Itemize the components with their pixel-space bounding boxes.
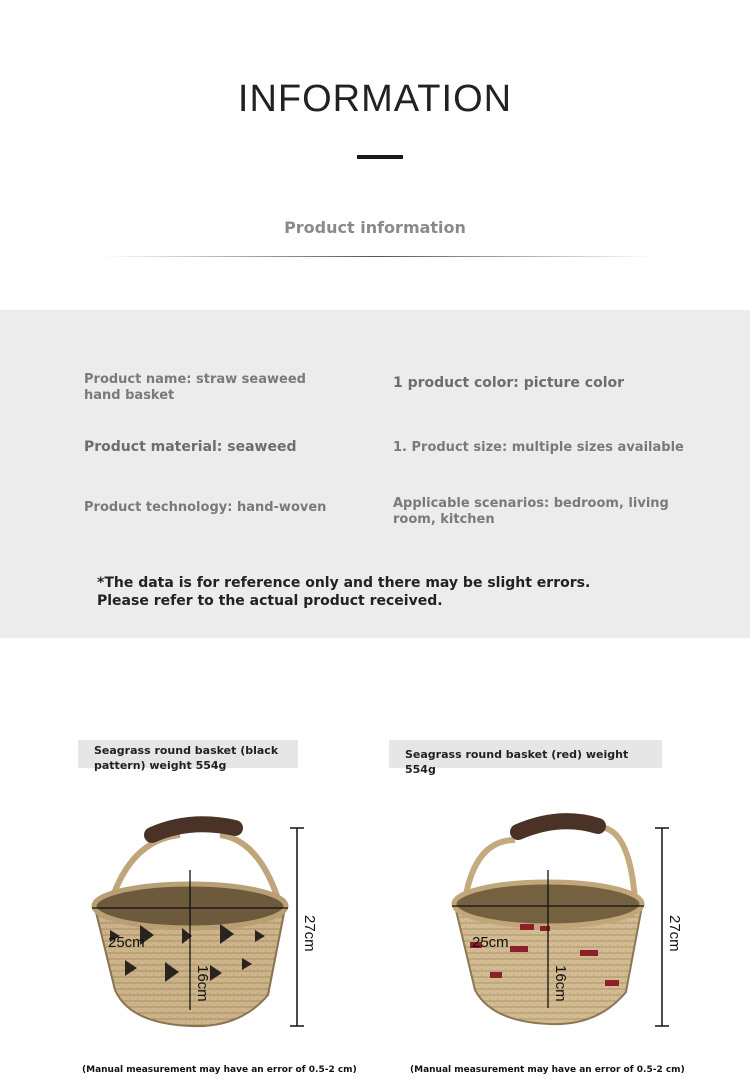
height-dimension-label: 27cm <box>666 915 683 952</box>
measurement-caption-red: (Manual measurement may have an error of 0.5-2 cm) <box>410 1065 685 1075</box>
disclaimer-note: *The data is for reference only and there may be slight errors. Please refer to the actual product received. <box>97 575 591 609</box>
spec-product-material: Product material: seaweed <box>84 439 297 455</box>
product-label-red: Seagrass round basket (red) weight 554g <box>389 740 662 768</box>
spec-applicable-scenarios: Applicable scenarios: bedroom, living room, kitchen <box>393 496 669 527</box>
width-dimension-label: 25cm <box>108 934 145 951</box>
spec-product-color: 1 product color: picture color <box>393 375 625 391</box>
basket-photo-black <box>70 800 350 1050</box>
page-title: INFORMATION <box>237 78 513 120</box>
spec-product-name: Product name: straw seaweed hand basket <box>84 372 306 403</box>
depth-dimension-label: 16cm <box>552 965 569 1002</box>
spec-product-technology: Product technology: hand-woven <box>84 500 327 515</box>
spec-product-size: 1. Product size: multiple sizes available <box>393 440 684 455</box>
title-underline <box>357 155 403 159</box>
measurement-caption-black: (Manual measurement may have an error of 0.5-2 cm) <box>82 1065 357 1075</box>
section-subtitle: Product information <box>284 218 466 237</box>
depth-dimension-label: 16cm <box>194 965 211 1002</box>
width-dimension-label: 25cm <box>472 934 509 951</box>
subtitle-divider <box>100 256 655 257</box>
product-label-black: Seagrass round basket (black pattern) weight 554g <box>78 740 298 768</box>
height-dimension-label: 27cm <box>301 915 318 952</box>
basket-photo-red <box>430 800 710 1050</box>
